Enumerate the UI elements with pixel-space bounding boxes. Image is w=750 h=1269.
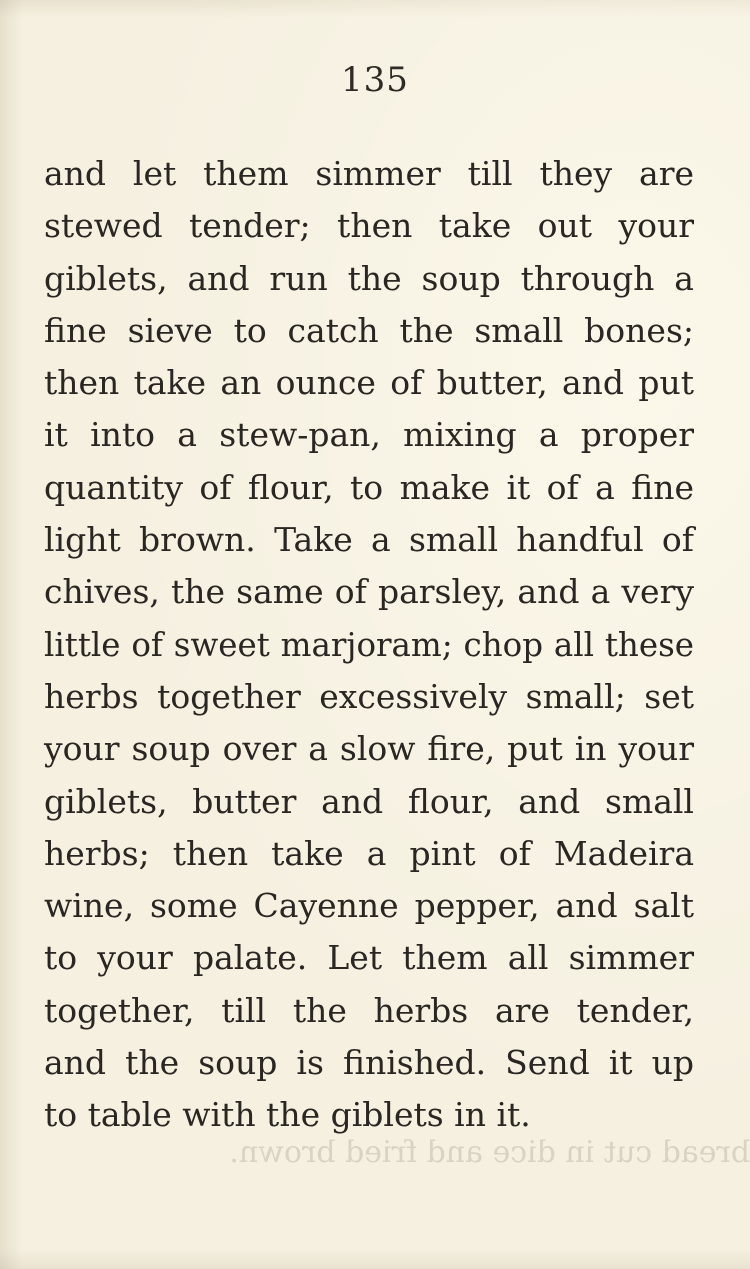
text-line: quantity of flour, to make it of a fine (44, 467, 694, 507)
text-line: wine, some Cayenne pepper, and salt (44, 886, 694, 926)
text-line: your soup over a slow fire, put in your (44, 729, 694, 769)
text-line: fine sieve to catch the small bones; (44, 310, 694, 350)
text-line: giblets, and run the soup through a (44, 258, 694, 298)
text-line: stewed tender; then take out your (44, 206, 694, 246)
text-line: little of sweet marjoram; chop all these (44, 625, 694, 664)
text-line: then take an ounce of butter, and put (44, 363, 694, 403)
text-line: and the soup is finished. Send it up (44, 1043, 694, 1083)
text-line: and let them simmer till they are (44, 154, 694, 193)
text-line: herbs; then take a pint of Madeira (44, 833, 694, 873)
text-line: it into a stew-pan, mixing a proper (44, 415, 694, 455)
page-number: 135 (341, 60, 409, 100)
text-line: chives, the same of parsley, and a very (44, 572, 694, 612)
text-line: herbs together excessively small; set (44, 676, 694, 716)
bleed-through-text: bread cut in dice and fried brown. (229, 1135, 750, 1170)
text-line: light brown. Take a small handful of (44, 520, 694, 560)
body-text (44, 148, 694, 1142)
text-line: giblets, butter and flour, and small (44, 781, 694, 821)
text-line: together, till the herbs are tender, (44, 990, 694, 1030)
text-line: to your palate. Let them all simmer (44, 938, 694, 978)
text-line-last: to table with the giblets in it. (44, 1095, 531, 1135)
